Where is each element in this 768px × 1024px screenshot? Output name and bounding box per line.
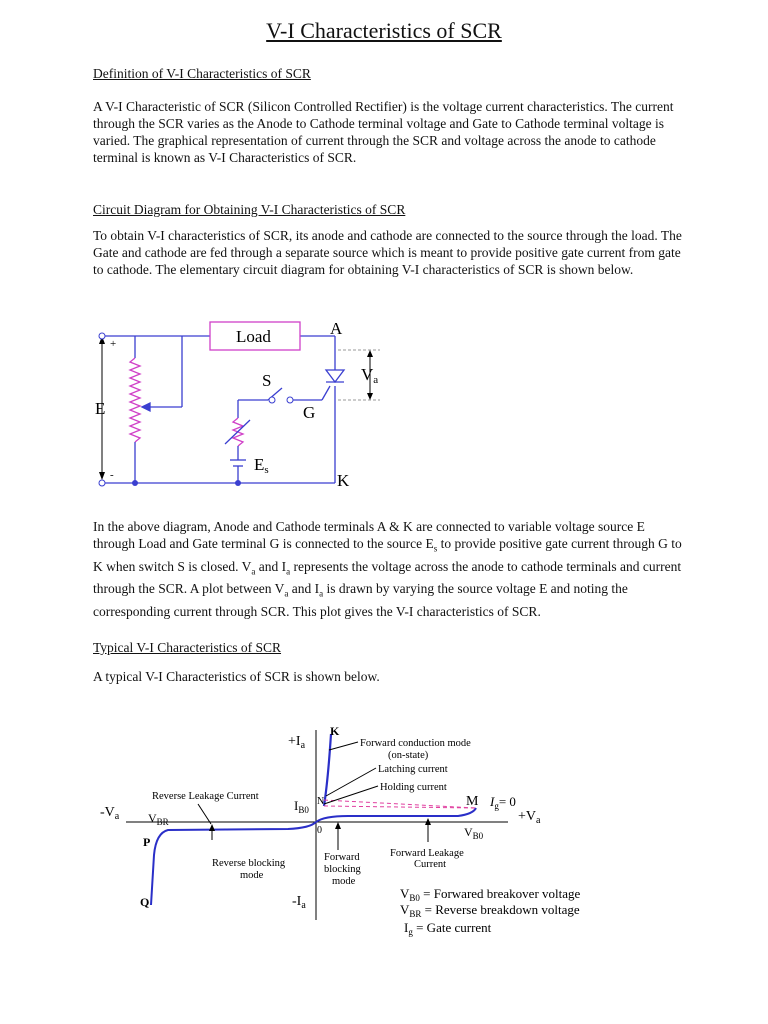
load-label: Load (236, 327, 271, 346)
minus-terminal-label: - (110, 469, 114, 481)
typical-paragraph: A typical V-I Characteristics of SCR is shown below. (93, 669, 380, 684)
ib0-label: $I_{B0}$ (294, 798, 309, 815)
forward-leakage-label-1: Forward Leakage (390, 848, 464, 859)
forward-blocking-label-3: mode (332, 876, 356, 887)
point-k-label: K (330, 724, 340, 738)
forward-leakage-label-2: Current (414, 859, 447, 870)
point-q-label: Q (140, 895, 150, 909)
negative-current-label: $-I_a$ (292, 894, 306, 911)
point-n-label: N (317, 796, 325, 807)
gate-source-label: Es (254, 455, 269, 476)
point-m-label: M (466, 794, 479, 809)
origin-label: 0 (317, 825, 322, 836)
page-title: V-I Characteristics of SCR (266, 18, 502, 43)
scr-vi-characteristic-graph (88, 720, 688, 945)
definition-paragraph: A V-I Characteristic of SCR (Silicon Controlled Rectifier) is the voltage current characteristics. The current through the SCR varies as the Anode to Cathode terminal voltage and Gate to Cathode terminal voltage is varied. The graphical representation of current through the SCR and voltage across the anode to cathode terminal is known as V-I Characteristics of SCR. (93, 99, 674, 165)
circuit-explanation-paragraph: In the above diagram, Anode and Cathode terminals A & K are connected to variable voltage source E through Load and Gate terminal G is connected to the source $E_s$ to provide positive gate current through G to K when switch S is closed. $V_a$ and $I_a$ represents the voltage across the anode to cathode terminals and current through the SCR. A plot between $V_a$ and $I_a$ is drawn by varying the source voltage E and noting the corresponding current through SCR. This plot gives the V-I characteristics of SCR. (93, 519, 682, 620)
scr-circuit-diagram (90, 310, 390, 495)
holding-current-label: Holding current (380, 782, 447, 793)
on-state-label: (on-state) (388, 750, 429, 761)
switch-label: S (262, 371, 272, 390)
section-heading-circuit: Circuit Diagram for Obtaining V-I Characteristics of SCR (93, 202, 406, 217)
negative-voltage-label: $-V_a$ (100, 805, 120, 822)
reverse-blocking-label-1: Reverse blocking (212, 858, 286, 869)
vbr-label: $V_{BR}$ (148, 811, 169, 827)
forward-blocking-label-1: Forward (324, 852, 360, 863)
section-heading-definition: Definition of V-I Characteristics of SCR (93, 66, 311, 81)
reverse-blocking-label-2: mode (240, 870, 264, 881)
source-e-label: E (95, 399, 106, 418)
forward-conduction-label: Forward conduction mode (360, 738, 471, 749)
positive-voltage-label: $+V_a$ (518, 809, 541, 826)
point-p-label: P (143, 835, 151, 849)
latching-current-label: Latching current (378, 764, 448, 775)
anode-label: A (330, 319, 343, 338)
legend-vbr: $V_{BR}$ = Reverse breakdown voltage (400, 902, 580, 919)
vb0-label: $V_{B0}$ (464, 825, 484, 841)
legend-ig: $I_g$ = Gate current (404, 920, 492, 937)
circuit-paragraph: To obtain V-I characteristics of SCR, its anode and cathode are connected to the source through the load. The Gate and cathode are fed through a separate source which is meant to provide positive gate current from gate to cathode. The elementary circuit diagram for obtaining V-I characteristics of SCR is shown below. (93, 228, 682, 277)
anode-voltage-label: Va (361, 365, 379, 386)
gate-current-zero-label: $I_g= 0$ (490, 794, 516, 811)
forward-blocking-label-2: blocking (324, 864, 361, 875)
gate-label: G (303, 403, 316, 422)
positive-current-label: $+I_a$ (288, 734, 306, 751)
plus-terminal-label: + (110, 338, 117, 350)
section-heading-typical: Typical V-I Characteristics of SCR (93, 640, 282, 655)
cathode-label: K (337, 471, 350, 490)
legend-vb0: $V_{B0}$ = Forwared breakover voltage (400, 886, 581, 903)
reverse-leakage-label: Reverse Leakage Current (152, 791, 259, 802)
